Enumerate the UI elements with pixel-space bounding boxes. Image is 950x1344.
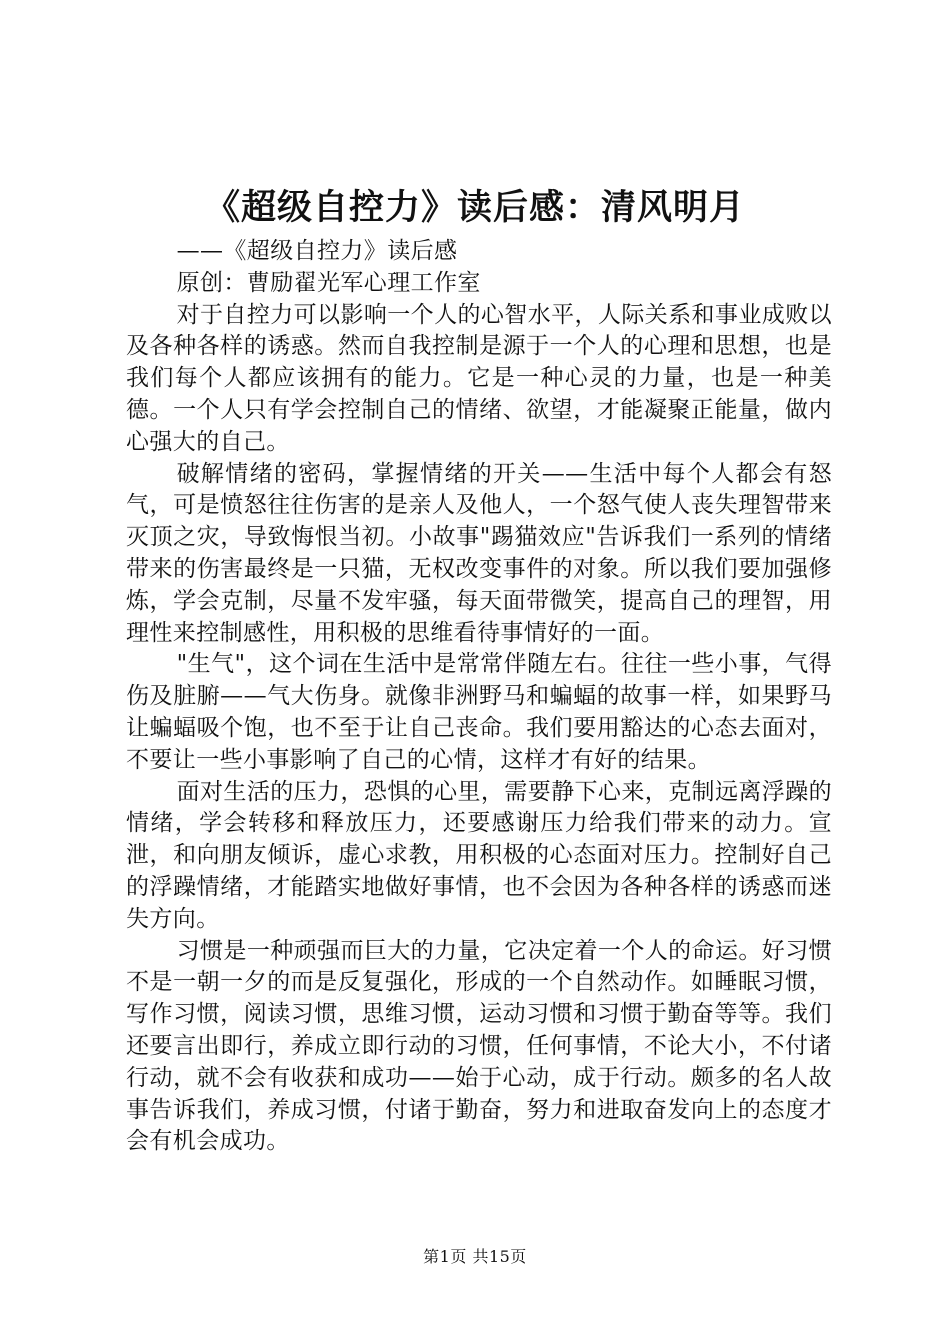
paragraph: 对于自控力可以影响一个人的心智水平，人际关系和事业成败以及各种各样的诱惑。然而自我控制是源于一个人的心理和思想，也是我们每个人都应该拥有的能力。它是一种心灵的力量，也是一种美德。一个人只有学会控制自己的情绪、欲望，才能凝聚正能量，做内心强大的自己。 — [126, 301, 832, 455]
paragraph: "生气"，这个词在生活中是常常伴随左右。往往一些小事，气得伤及脏腑——气大伤身。就像非洲野马和蝙蝠的故事一样，如果野马让蝙蝠吸个饱，也不至于让自己丧命。我们要用豁达的心态去面对，不要让一些小事影响了自己的心情，这样才有好的结果。 — [126, 651, 832, 773]
author-line: 原创：曹励翟光军心理工作室 — [176, 269, 481, 296]
paragraph: 破解情绪的密码，掌握情绪的开关——生活中每个人都会有怒气，可是愤怒往往伤害的是亲人及他人，一个怒气使人丧失理智带来灭顶之灾，导致悔恨当初。小故事"踢猫效应"告诉我们一系列的情绪带来的伤害最终是一只猫，无权改变事件的对象。所以我们要加强修炼，学会克制，尽量不发牢骚，每天面带微笑，提高自己的理智，用理性来控制感性，用积极的思维看待事情好的一面。 — [126, 460, 832, 646]
document-body — [126, 236, 832, 1158]
paragraph: 面对生活的压力，恐惧的心里，需要静下心来，克制远离浮躁的情绪，学会转移和释放压力，还要感谢压力给我们带来的动力。宣泄，和向朋友倾诉，虚心求教，用积极的心态面对压力。控制好自己的浮躁情绪，才能踏实地做好事情，也不会因为各种各样的诱惑而迷失方向。 — [126, 778, 832, 932]
document-subtitle: ——《超级自控力》读后感 — [176, 238, 458, 264]
page-footer: 第1页 共15页 — [423, 1247, 527, 1266]
document-title: 《超级自控力》读后感：清风明月 — [204, 188, 745, 228]
paragraph: 习惯是一种顽强而巨大的力量，它决定着一个人的命运。好习惯不是一朝一夕的而是反复强化，形成的一个自然动作。如睡眠习惯，写作习惯，阅读习惯，思维习惯，运动习惯和习惯于勤奋等等。我们还要言出即行，养成立即行动的习惯，任何事情，不论大小，不付诸行动，就不会有收获和成功——始于心动，成于行动。颇多的名人故事告诉我们，养成习惯，付诸于勤奋，努力和进取奋发向上的态度才会有机会成功。 — [126, 937, 832, 1155]
